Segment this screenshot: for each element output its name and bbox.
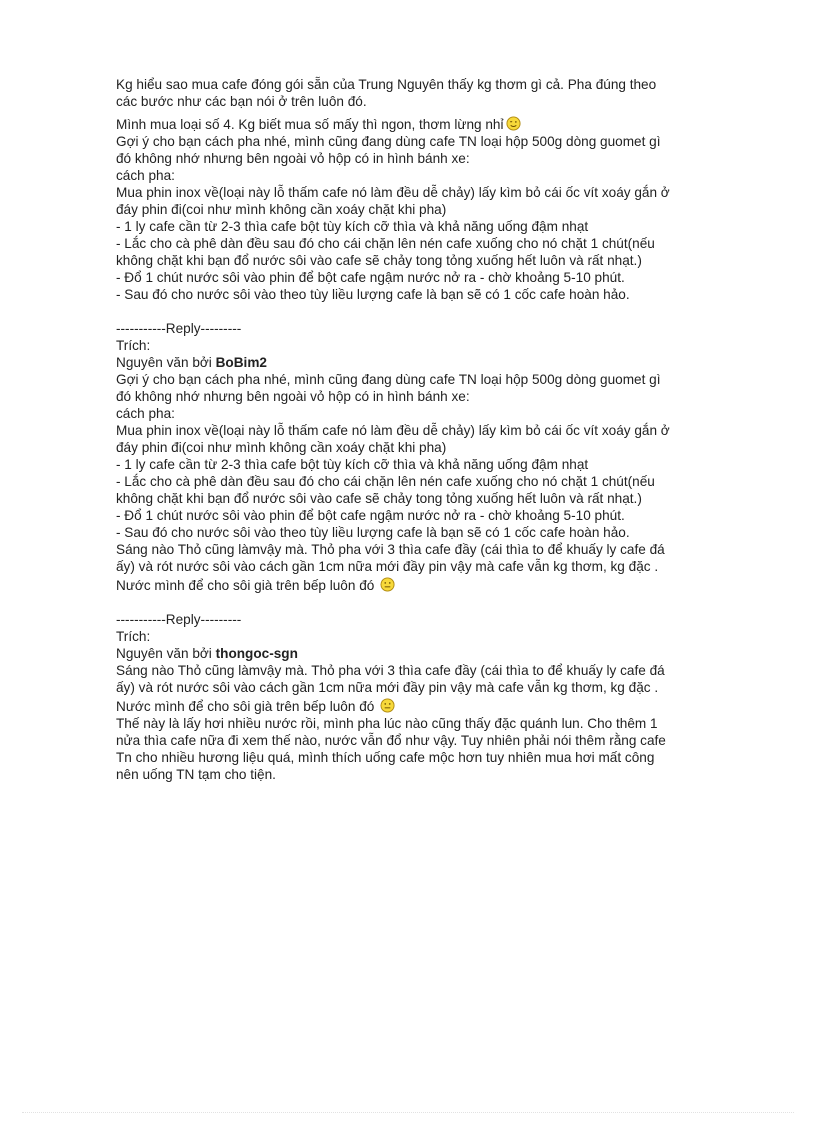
author-name: BoBim2	[215, 355, 267, 370]
page-bottom-rule	[22, 1112, 794, 1113]
neutral-face-icon	[380, 577, 395, 592]
reply-divider: -----------Reply---------	[116, 321, 242, 336]
quoted-line: - Sau đó cho nước sôi vào theo tùy liều lượng cafe là bạn sẽ có 1 cốc cafe hoàn hảo.	[116, 525, 630, 540]
reply-divider: -----------Reply---------	[116, 612, 242, 627]
reply-line: Tn cho nhiều hương liệu quá, mình thích uống cafe mộc hơn tuy nhiên mua hơi mất công	[116, 750, 655, 765]
text-line: - Đổ 1 chút nước sôi vào phin để bột cafe ngậm nước nở ra - chờ khoảng 5-10 phút.	[116, 270, 625, 285]
text-line: Kg hiểu sao mua cafe đóng gói sẵn của Trung Nguyên thấy kg thơm gì cả. Pha đúng theo	[116, 77, 657, 92]
quoted-line: ấy) và rót nước sôi vào cách gần 1cm nữa mới đầy pin vậy mà cafe vẫn kg thơm, kg đặc .	[116, 680, 659, 695]
quoted-line: không chặt khi bạn đổ nước sôi vào cafe sẽ chảy tong tỏng xuống hết luôn và rất nhạt.)	[116, 491, 642, 506]
smiley-face-icon	[506, 116, 521, 131]
quote-author: Nguyên văn bởi thongoc-sgn	[116, 646, 298, 661]
quoted-line: cách pha:	[116, 406, 175, 421]
quoted-line: - Lắc cho cà phê dàn đều sau đó cho cái chặn lên nén cafe xuống cho nó chặt 1 chút(nếu	[116, 474, 655, 489]
quoted-line: Mua phin inox về(loại này lỗ thấm cafe nó làm đều dễ chảy) lấy kìm bỏ cái ốc vít xoáy gắn ở	[116, 423, 670, 438]
reply-block	[116, 611, 736, 783]
quote-label: Trích:	[116, 338, 151, 353]
reply-line: ấy) và rót nước sôi vào cách gần 1cm nữa mới đầy pin vậy mà cafe vẫn kg thơm, kg đặc .	[116, 559, 659, 574]
text-line: - Sau đó cho nước sôi vào theo tùy liều lượng cafe là bạn sẽ có 1 cốc cafe hoàn hảo.	[116, 287, 630, 302]
text-line: cách pha:	[116, 168, 175, 183]
text-line: - Lắc cho cà phê dàn đều sau đó cho cái chặn lên nén cafe xuống cho nó chặt 1 chút(nếu	[116, 236, 655, 251]
text-line: đáy phin đi(coi như mình không cần xoáy chặt khi pha)	[116, 202, 447, 217]
text-line: - 1 ly cafe cần từ 2-3 thìa cafe bột tùy kích cỡ thìa và khả năng uống đậm nhạt	[116, 219, 589, 234]
reply-line: Sáng nào Thỏ cũng làmvậy mà. Thỏ pha với 3 thìa cafe đầy (cái thìa to để khuấy ly cafe đá	[116, 542, 665, 557]
reply-line: Thế này là lấy hơi nhiều nước rồi, mình pha lúc nào cũng thấy đặc quánh lun. Cho thêm 1	[116, 716, 658, 731]
quoted-line: - 1 ly cafe cần từ 2-3 thìa cafe bột tùy kích cỡ thìa và khả năng uống đậm nhạt	[116, 457, 589, 472]
text-line-with-emoji: Mình mua loại số 4. Kg biết mua số mấy thì ngon, thơm lừng nhỉ	[116, 116, 736, 133]
post-original	[116, 76, 736, 303]
quoted-line-with-emoji: Nước mình để cho sôi già trên bếp luôn đó	[116, 698, 736, 715]
text-line: Gợi ý cho bạn cách pha nhé, mình cũng đang dùng cafe TN loại hộp 500g dòng guomet gì	[116, 134, 661, 149]
quoted-line: - Đổ 1 chút nước sôi vào phin để bột cafe ngậm nước nở ra - chờ khoảng 5-10 phút.	[116, 508, 625, 523]
text-line: các bước như các bạn nói ở trên luôn đó.	[116, 94, 367, 109]
text-line: đó không nhớ nhưng bên ngoài vỏ hộp có in hình bánh xe:	[116, 151, 470, 166]
neutral-face-icon	[380, 698, 395, 713]
forum-document	[116, 76, 736, 783]
text-line: không chặt khi bạn đổ nước sôi vào cafe sẽ chảy tong tỏng xuống hết luôn và rất nhạt.)	[116, 253, 642, 268]
quote-author: Nguyên văn bởi BoBim2	[116, 355, 267, 370]
reply-block	[116, 320, 736, 594]
quoted-line: Gợi ý cho bạn cách pha nhé, mình cũng đang dùng cafe TN loại hộp 500g dòng guomet gì	[116, 372, 661, 387]
reply-line: nên uống TN tạm cho tiện.	[116, 767, 276, 782]
reply-line: nửa thìa cafe nữa đi xem thế nào, nước vẫn đổ như vậy. Tuy nhiên phải nói thêm rằng cafe	[116, 733, 666, 748]
author-name: thongoc-sgn	[215, 646, 298, 661]
quote-label: Trích:	[116, 629, 151, 644]
quoted-line: đó không nhớ nhưng bên ngoài vỏ hộp có in hình bánh xe:	[116, 389, 470, 404]
quoted-line: đáy phin đi(coi như mình không cần xoáy chặt khi pha)	[116, 440, 447, 455]
reply-line-with-emoji: Nước mình để cho sôi già trên bếp luôn đó	[116, 577, 736, 594]
text-line: Mua phin inox về(loại này lỗ thấm cafe nó làm đều dễ chảy) lấy kìm bỏ cái ốc vít xoáy gắn ở	[116, 185, 670, 200]
quoted-line: Sáng nào Thỏ cũng làmvậy mà. Thỏ pha với 3 thìa cafe đầy (cái thìa to để khuấy ly cafe đá	[116, 663, 665, 678]
